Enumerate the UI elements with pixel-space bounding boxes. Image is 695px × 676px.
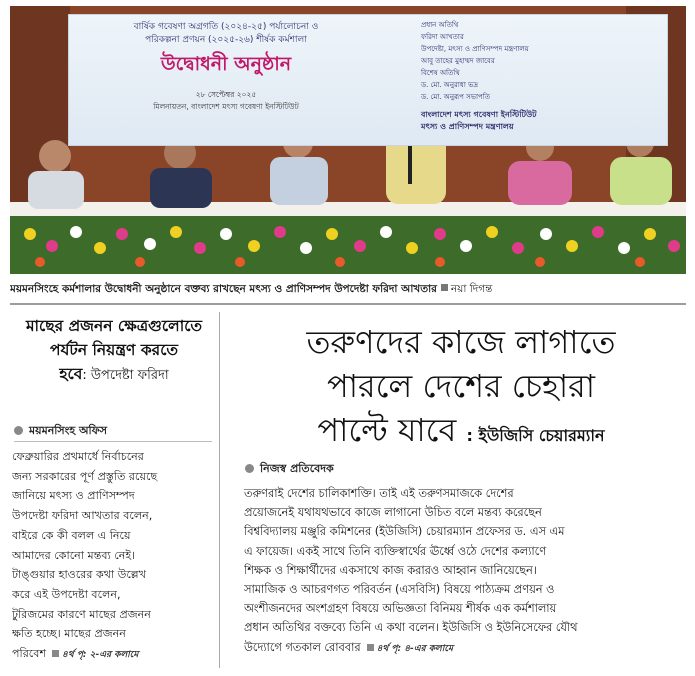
left-story-byline bbox=[14, 422, 107, 441]
banner-guest-list bbox=[421, 19, 661, 103]
continuation-jump[interactable] bbox=[46, 650, 138, 660]
column-divider bbox=[219, 312, 220, 668]
right-story-byline bbox=[245, 460, 334, 479]
banner-guest: ড. মো. অনুরাধা ভদ্র bbox=[421, 81, 478, 89]
body-line: উপদেষ্টা ফরিদা আখতার বলেন, bbox=[12, 509, 153, 523]
banner-guest: বিশেষ অতিথি bbox=[421, 69, 460, 77]
event-banner bbox=[68, 14, 668, 146]
body-line: জানিয়ে মৎস্য ও প্রাণিসম্পদ bbox=[12, 489, 135, 503]
body-line: বাইরে কে কী বলল এ নিয়ে bbox=[12, 528, 131, 542]
banner-date: ২৮ সেপ্টেম্বর ২০২৫ bbox=[195, 90, 257, 99]
headline-attribution: : উপদেষ্টা ফরিদা bbox=[82, 368, 169, 383]
body-line: প্রধান অতিথির বক্তব্যে তিনি এ কথা বলেন। ইউজিসি ও ইউনিসেফের যৌথ bbox=[244, 621, 578, 635]
banner-venue: মিলনায়তন, বাংলাদেশ মৎস্য গবেষণা ইনস্টিটিউট bbox=[153, 102, 299, 111]
photo-credit: নয়া দিগন্ত bbox=[450, 283, 493, 295]
section-divider bbox=[10, 303, 686, 305]
byline-divider bbox=[14, 441, 212, 442]
body-line: শিক্ষক ও শিক্ষার্থীদের একসাথে কাজ করারও আহ্বান জানিয়েছেন। bbox=[244, 563, 537, 577]
square-bullet-icon bbox=[367, 644, 374, 651]
right-story-headline bbox=[236, 320, 686, 458]
banner-org-line-1: বাংলাদেশ মৎস্য গবেষণা ইনস্টিটিউট bbox=[421, 110, 537, 119]
body-line: ক্ষতি হচ্ছে। মাছের প্রজনন bbox=[12, 627, 126, 641]
body-line bbox=[12, 644, 215, 666]
banner-title: উদ্বোধনী অনুষ্ঠান bbox=[160, 53, 292, 75]
body-line: টাঙ্গুয়ার হাওরের কথা উল্লেখ bbox=[12, 568, 146, 582]
headline-line: পারলে দেশের চেহারা bbox=[326, 367, 596, 405]
headline-line bbox=[14, 362, 214, 388]
square-bullet-icon bbox=[52, 650, 59, 657]
body-line bbox=[244, 638, 680, 659]
banner-title-block bbox=[81, 21, 371, 113]
continuation-jump[interactable] bbox=[361, 644, 453, 654]
right-story-body bbox=[244, 484, 680, 659]
news-photo bbox=[10, 6, 686, 274]
jump-text: ৪র্থ পৃ: ২-এর কলামে bbox=[62, 650, 139, 661]
banner-guest: ড. মো. অনুরূপ সভাপতি bbox=[421, 93, 491, 101]
banner-org-line-2: মৎস্য ও প্রাণিসম্পদ মন্ত্রণালয় bbox=[421, 122, 514, 131]
body-line: তরুণরাই দেশের চালিকাশক্তি। তাই এই তরুণসমাজকে দেশের bbox=[244, 487, 514, 500]
headline-line: মাছের প্রজনন ক্ষেত্রগুলোতে bbox=[25, 317, 203, 335]
photo-caption bbox=[10, 281, 686, 298]
body-line: অংশীজনদের অংশগ্রহণ বিষয়ে অভিজ্ঞতা বিনিময় শীর্ষক এক কর্মশালায় bbox=[244, 602, 557, 616]
banner-guest: উপদেষ্টা, মৎস্য ও প্রাণিসম্পদ মন্ত্রণালয় bbox=[421, 45, 529, 53]
banner-line-2: পরিকল্পনা প্রণয়ন (২০২৫-২৬) শীর্ষক কর্মশালা bbox=[145, 35, 307, 45]
body-line: প্রয়োজনেই যথাযথভাবে কাজে লাগানো উচিত বলে মন্তব্য করেছেন bbox=[244, 506, 542, 520]
banner-organization bbox=[421, 109, 661, 133]
banner-guest: প্রধান অতিথি bbox=[421, 21, 459, 29]
body-line: টুরিজমের কারণে মাছের প্রজনন bbox=[12, 607, 151, 621]
headline-last-word: হবে bbox=[59, 365, 83, 383]
left-story-body bbox=[12, 447, 215, 666]
body-line: বিশ্ববিদ্যালয় মঞ্জুরি কমিশনের (ইউজিসি) চেয়ারম্যান প্রফেসর ড. এস এম bbox=[244, 525, 565, 539]
left-story-headline bbox=[14, 314, 214, 388]
headline-line bbox=[236, 408, 686, 458]
byline-text: নিজস্ব প্রতিবেদক bbox=[260, 462, 334, 475]
body-line: জন্য সরকারের পূর্ণ প্রস্তুতি রয়েছে bbox=[12, 469, 158, 483]
body-last-words: উদ্যোগে গতকাল রোববার bbox=[244, 640, 361, 654]
body-line: আমাদের কোনো মন্তব্য নেই। bbox=[12, 548, 136, 562]
bullet-icon bbox=[245, 464, 254, 473]
flower-decoration bbox=[10, 216, 686, 274]
body-line: সামাজিক ও আচরণগত পরিবর্তন (এসবিসি) বিষয়ে পাঠ্যক্রম প্রণয়ন ও bbox=[244, 583, 555, 597]
caption-text: ময়মনসিংহে কর্মশালার উদ্বোধনী অনুষ্ঠানে বক্তব্য রাখছেন মৎস্য ও প্রাণিসম্পদ উপদেষ্টা ফরিদা আখতার bbox=[10, 283, 437, 295]
bullet-icon bbox=[14, 426, 23, 435]
headline-line: তরুণদের কাজে লাগাতে bbox=[306, 323, 616, 361]
body-last-words: পরিবেশ bbox=[12, 647, 47, 661]
byline-text: ময়মনসিংহ অফিস bbox=[29, 424, 107, 437]
headline-last-word: পাল্টে যাবে bbox=[317, 411, 457, 449]
body-line: এ ফায়েজ। একই সাথে তিনি ব্যক্তিস্বার্থের ঊর্ধ্বে ওঠে দেশের কল্যাণে bbox=[244, 544, 547, 558]
banner-line-1: বার্ষিক গবেষণা অগ্রগতি (২০২৪-২৫) পর্যালোচনা ও bbox=[133, 22, 319, 32]
body-line: করে এই উপদেষ্টা বলেন, bbox=[12, 587, 121, 601]
banner-guest: ফরিদা আখতার bbox=[421, 33, 464, 41]
banner-guest: আবু তাহের মুহাম্মদ জাবের bbox=[421, 57, 495, 65]
headline-attribution: : ইউজিসি চেয়ারম্যান bbox=[466, 426, 605, 445]
square-bullet-icon bbox=[441, 284, 448, 291]
body-line: ফেব্রুয়ারির প্রথমার্ধে নির্বাচনের bbox=[12, 450, 144, 463]
jump-text: ৪র্থ পৃ: ৪-এর কলামে bbox=[376, 643, 453, 654]
headline-line: পর্যটন নিয়ন্ত্রণ করতে bbox=[49, 341, 179, 359]
